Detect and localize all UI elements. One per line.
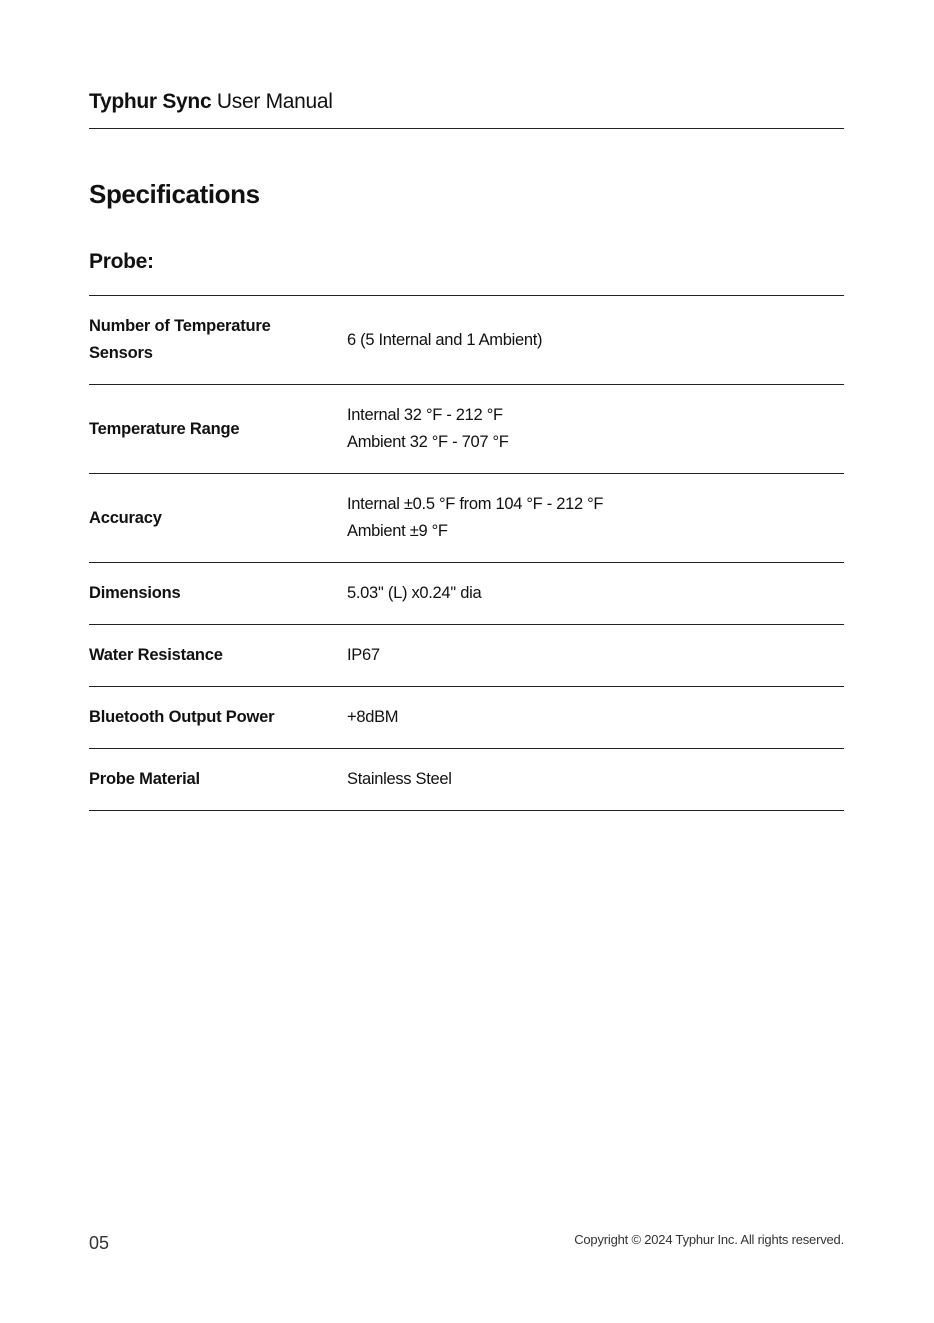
spec-label: [89, 313, 347, 367]
spec-label-line: Dimensions: [89, 584, 181, 602]
spec-value-line: Stainless Steel: [347, 770, 452, 788]
spec-value-line: +8dBM: [347, 708, 399, 726]
spec-value: [347, 580, 844, 607]
spec-value: [347, 766, 844, 793]
spec-label-line: Accuracy: [89, 508, 162, 527]
spec-value-line: Ambient ±9 °F: [347, 522, 448, 540]
spec-value: [347, 491, 844, 545]
spec-label: [89, 580, 347, 607]
section-title: Specifications: [89, 179, 260, 209]
spec-row-dimensions: [89, 563, 844, 625]
spec-row-temperature-range: [89, 385, 844, 474]
spec-label: [89, 416, 347, 443]
header-divider: [89, 128, 844, 129]
spec-label: [89, 505, 347, 532]
manual-page: [89, 0, 844, 1323]
spec-value: [347, 642, 844, 669]
spec-row-sensors: [89, 296, 844, 385]
spec-value-line: 6 (5 Internal and 1 Ambient): [347, 330, 543, 349]
spec-label-line: Temperature Range: [89, 419, 240, 438]
spec-label: [89, 642, 347, 669]
subsection-title: Probe:: [89, 250, 154, 273]
spec-value-line: Internal ±0.5 °F from 104 °F - 212 °F: [347, 495, 604, 513]
header-brand: Typhur Sync: [89, 90, 212, 113]
spec-row-water-resistance: [89, 625, 844, 687]
page-number: 05: [89, 1233, 110, 1253]
spec-value-line: IP67: [347, 646, 380, 664]
page-header: [89, 88, 333, 116]
spec-label-line: Probe Material: [89, 770, 200, 788]
spec-table: [89, 295, 844, 811]
copyright-notice: Copyright © 2024 Typhur Inc. All rights reserved.: [574, 1232, 844, 1247]
spec-row-bluetooth-power: [89, 687, 844, 749]
spec-value-line: Internal 32 °F - 212 °F: [347, 406, 503, 424]
header-subtitle: User Manual: [216, 90, 333, 113]
spec-value-line: Ambient 32 °F - 707 °F: [347, 433, 509, 451]
spec-label: [89, 766, 347, 793]
spec-value: [347, 402, 844, 456]
spec-label-line: Water Resistance: [89, 646, 223, 664]
spec-value: [347, 704, 844, 731]
spec-label: [89, 704, 347, 731]
spec-value: [347, 327, 844, 354]
spec-row-accuracy: [89, 474, 844, 563]
spec-value-line: 5.03'' (L) x0.24'' dia: [347, 584, 482, 602]
spec-label-line: Bluetooth Output Power: [89, 708, 275, 726]
spec-label-line: Sensors: [89, 344, 153, 362]
spec-label-line: Number of Temperature: [89, 317, 271, 335]
spec-row-probe-material: [89, 749, 844, 811]
